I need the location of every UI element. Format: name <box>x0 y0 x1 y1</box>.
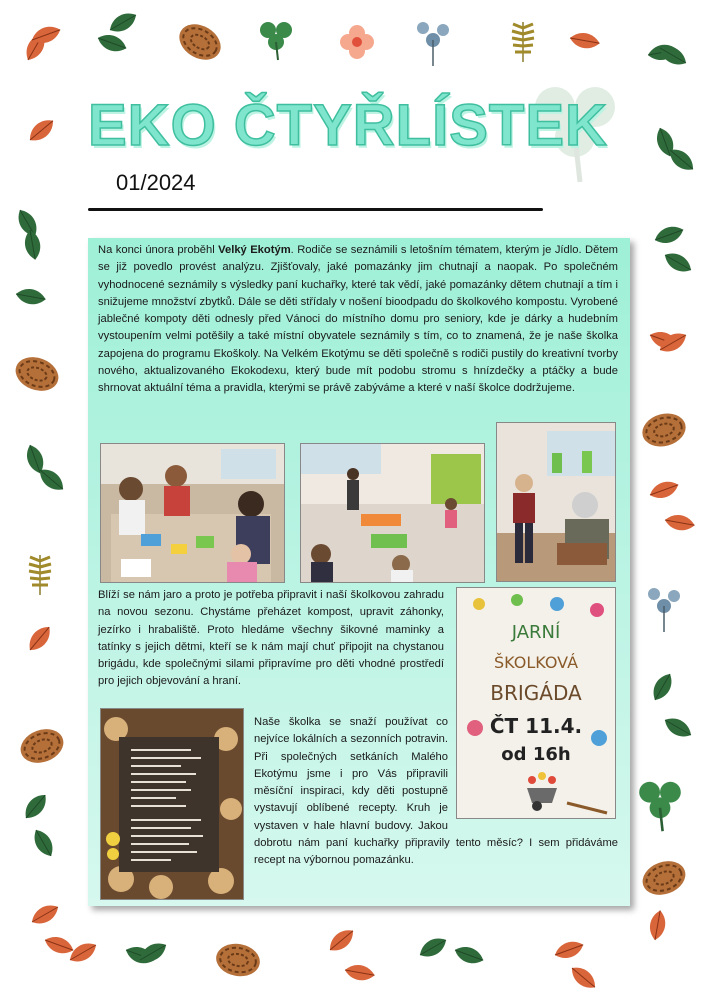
header-divider <box>88 208 543 211</box>
photo-senior-visit <box>496 422 616 582</box>
p1-bold: Velký Ekotým <box>218 244 291 256</box>
article-panel <box>88 238 630 906</box>
p1-rest: . Rodiče se seznámili s letošním tématem, kterým je Jídlo. Dětem se již povedlo provést analýzu. Zjišťovaly, jaké pomazánky jim chutnají a naopak. Po společném vyhodnocené seznámily s výsledky paní kuchařky, které tak vědí, jaké pomazánky dětem chutnají a tím i snižujeme množství zbytků. Dále se děti střídaly v nošení bioodpadu do školkového kompostu. Vyrobené jablečné kompoty děti odnesly před Vánoci do místního domu pro seniory, kde je dárky a hudebním vystoupením velmi potěšily a také místní obyvatele seznámily s tím, co to znamená, že je naše školka zapojena do programu Ekoškoly. Na Velkém Ekotýmu se děti společně s rodiči pustily do kreativní tvorby nového, aktualizovaného Ekokodexu, který bude mít podobu stromu s hnízdečky a ptáčky a bude shrnovat aktuální téma a pravidla, kterými se právě zabýváme a které v naší školce dodržujeme. <box>98 244 618 395</box>
issue-number: 01/2024 <box>116 170 196 195</box>
p1-intro: Na konci února proběhl <box>98 244 219 256</box>
poster-line-4: ČT 11.4. <box>489 714 583 738</box>
article-paragraph-3 <box>254 714 618 870</box>
p3-text: Naše školka se snaží používat co nejvíce lokálních a sezonních potravin. Při společných setkáních Malého Ekotýmu jsme i pro Vás připravili měsíční inspiraci, kdy děti postupně vystavují oblíbené recepty. Kruh je vystaven v hale hlavní budovy. Jakou dobrotu nám paní kuchařky připravily tento měsíc? I sem přidáváme recept na výbornou pomazánku. <box>254 716 618 867</box>
poster-wrap-spacer <box>448 714 618 818</box>
photo-recipe-card <box>100 708 244 900</box>
poster-line-2: ŠKOLKOVÁ <box>493 653 579 672</box>
article-paragraph-1 <box>98 242 618 398</box>
poster-line-5: od 16h <box>501 744 571 765</box>
newsletter-title: EKO ČTYŘLÍSTEK <box>88 93 608 158</box>
photo-activity-room <box>300 443 485 583</box>
article-paragraph-2: Blíží se nám jaro a proto je potřeba připravit i naší školkovou zahradu na novou sezonu. Chystáme přeházet kompost, upravit záhonky, jezírko i hrabaliště. Proto hledáme všechny šikovné maminky a tatínky s jejich dětmi, kteří se k nám mají chuť připojit na chystanou brigádu, kde společnými silami připravíme pro děti vhodné prostředí pro jejich objevování a hraní. <box>98 589 444 688</box>
poster-line-1: JARNÍ <box>511 622 561 643</box>
photo-crafting-table <box>100 443 285 583</box>
poster-line-3: BRIGÁDA <box>490 681 582 705</box>
